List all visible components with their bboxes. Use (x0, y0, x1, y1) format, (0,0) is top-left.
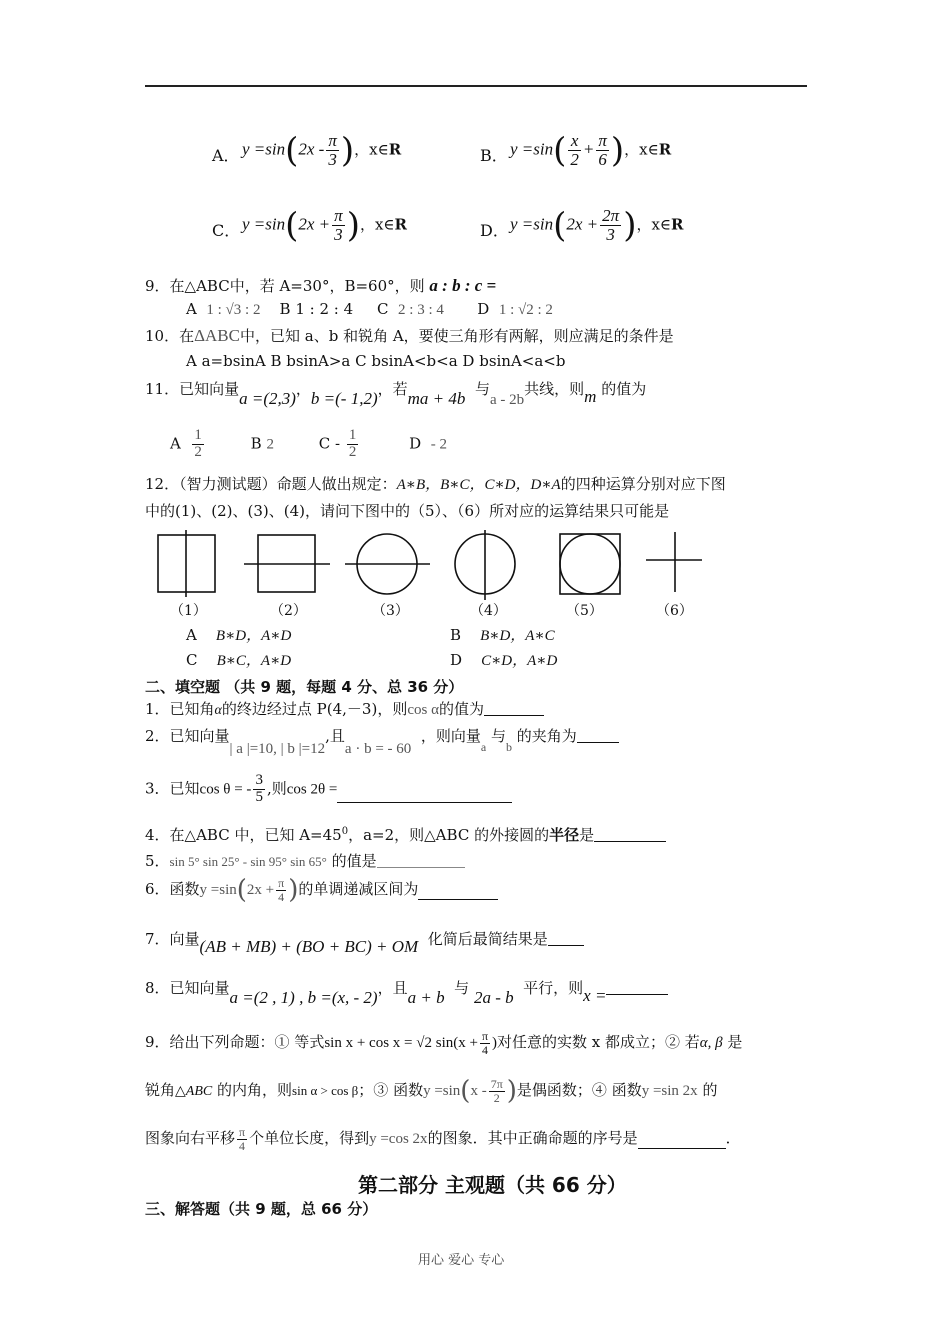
q12-option-a: A B∗D，A∗D (186, 626, 292, 644)
q12-option-c: C B∗C，A∗D (186, 651, 292, 669)
figure-6 (646, 532, 702, 592)
figure-label-5: （5） (566, 603, 603, 619)
q8-option-c-letter: C． (212, 221, 241, 240)
q9-stem: 9．在△ABC中，若 A=30°，B=60°，则 a : b : c = (145, 276, 497, 295)
q8-option-c: y =sin(2x + $\frac{\pi}{3}$ )，x∈R (242, 205, 407, 246)
fill-2: 2．已知向量| a |=10, | b |=12,且a · b = - 60 ，则向量$_a$ 与$_b$ 的夹角为 (145, 725, 619, 746)
q8-option-b: y =sin( $\frac{x}{2}$ + $\frac{\pi}{6}$ )，x∈R (510, 130, 672, 171)
q8-option-d-letter: D． (480, 221, 509, 240)
q11-stem: 11．已知向量a =(2,3)，b =(- 1,2)，若ma + 4b 与a - 2b共线，则m 的值为 (145, 380, 647, 408)
figure-label-6: （6） (656, 603, 693, 619)
fill-9-line-2: 锐角△ABC 的内角，则sin α > cos β；③ 函数y =sin(x - $\frac{7\pi}{2}$ )是偶函数；④ 函数y =sin 2x 的 (145, 1076, 718, 1107)
fill-8: 8．已知向量a =(2 , 1) , b =(x, - 2)，且a + b 与 2a - b 平行，则x = (145, 977, 668, 998)
fill-4: 4．在△ABC 中，已知 $A=45^0$，a=2，则△ABC 的外接圆的半径是 (145, 824, 666, 845)
fill-6: 6．函数y =sin(2x + $\frac{\pi}{4}$ )的单调递减区间为 (145, 877, 498, 903)
q9-options: A 1 : √3 : 2 B 1 : 2 : 4 C 2 : 3 : 4 D 1 : √2 : 2 (186, 300, 553, 318)
figure-4 (455, 530, 515, 600)
fill-7: 7．向量(AB + MB) + (BO + BC) + OM 化简后最简结果是 (145, 928, 584, 949)
q12-line1: 12．（智力测试题）命题人做出规定：A∗B，B∗C，C∗D，D∗A的四种运算分别对应下图 (145, 475, 726, 493)
fill-9-line-3: 图象向右平移 $\frac{\pi}{4}$ 个单位长度，得到y =cos 2x的图象．其中正确命题的序号是 ． (145, 1125, 741, 1153)
figure-label-2: （2） (270, 603, 307, 619)
fill-3: 3．已知cos θ = - $\frac{3}{5}$ ,则cos 2θ = (145, 773, 512, 806)
fill-9-line-1: 9．给出下列命题：① 等式sin x + cos x = √2 sin(x + $\frac{\pi}{4}$ )对任意的实数 x 都成立；② 若α, β 是 (145, 1029, 743, 1057)
figure-label-3: （3） (372, 603, 409, 619)
part-2-heading: 第二部分 主观题（共 66 分） (358, 1173, 627, 1197)
q8-option-b-letter: B． (480, 146, 508, 165)
figure-5 (560, 534, 620, 594)
q12-option-d: D C∗D，A∗D (450, 651, 558, 669)
figure-2 (244, 535, 330, 592)
fill-1: 1．已知角α的终边经过点 P(4,－3)，则cos α的值为 (145, 698, 544, 719)
q10-stem: 10．在ΔABC中，已知 a、b 和锐角 A，要使三角形有两解，则应满足的条件是 (145, 326, 674, 345)
figure-label-4: （4） (470, 603, 507, 619)
q11-options: A $\frac{1}{2}$ B 2 C - $\frac{1}{2}$ D - 2 (170, 427, 447, 460)
figure-3 (345, 534, 430, 594)
header-rule (145, 85, 807, 87)
q12-line2: 中的(1)、(2)、(3)、(4)，请问下图中的（5）、（6）所对应的运算结果只可能是 (145, 502, 670, 520)
q8-option-a: y =sin(2x - $\frac{\pi}{3}$ )，x∈R (242, 130, 402, 171)
figure-1 (158, 530, 215, 597)
fill-5: 5．sin 5° sin 25° - sin 95° sin 65° 的值是 (145, 850, 465, 871)
q10-options: A a=bsinA B bsinA>a C bsinA<b<a D bsinA<a<b (186, 352, 566, 370)
q12-option-b: B B∗D，A∗C (450, 626, 555, 644)
section-2-heading: 二、填空题 （共 9 题，每题 4 分、总 36 分） (145, 678, 464, 696)
q8-option-d: y =sin(2x + $\frac{2\pi}{3}$ )，x∈R (510, 205, 684, 246)
footer: 用心 爱心 专心 (418, 1253, 505, 1268)
figure-label-1: （1） (170, 603, 207, 619)
q12-figures (150, 530, 710, 600)
section-3-heading: 三、解答题（共 9 题，总 66 分） (145, 1200, 378, 1218)
q8-option-a-letter: A． (212, 146, 240, 165)
